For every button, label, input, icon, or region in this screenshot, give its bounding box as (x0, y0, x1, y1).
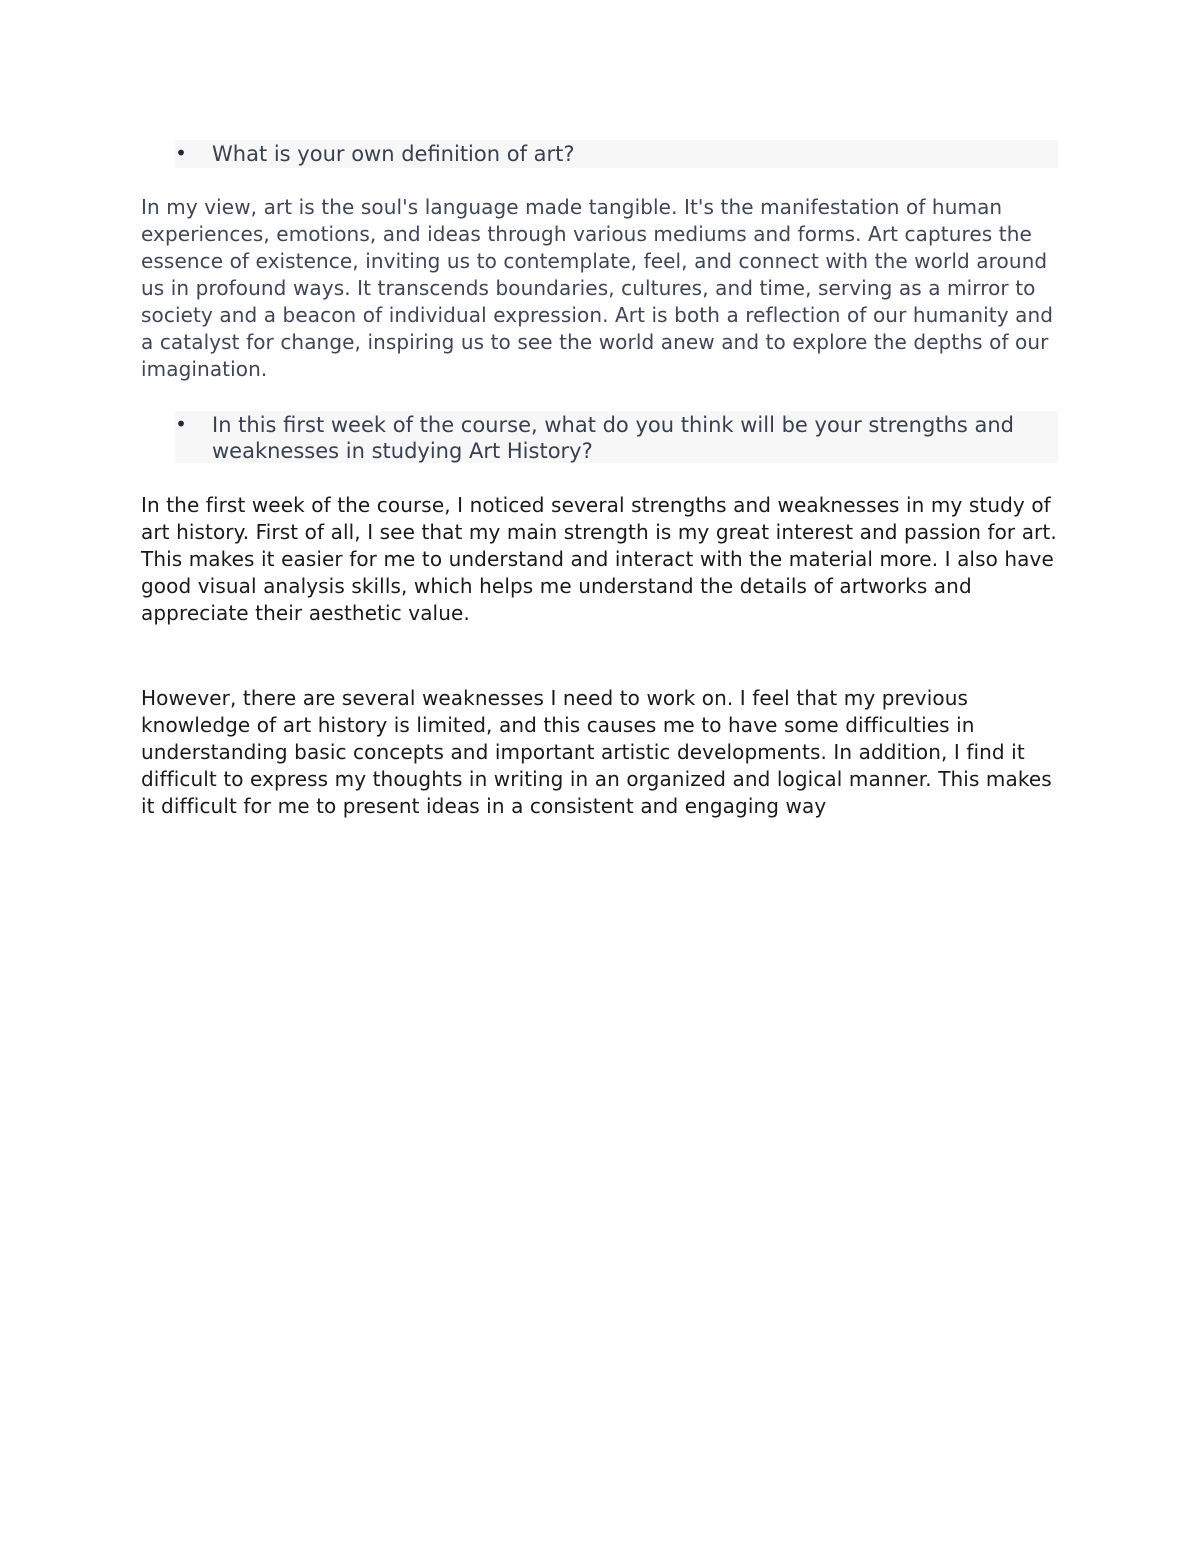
question-text: In this first week of the course, what do you think will be your strengths and weaknesses in studying Art History? (212, 413, 1014, 463)
answer-weaknesses-paragraph: However, there are several weaknesses I need to work on. I feel that my previous knowledge of art history is limited, and this causes me to have some difficulties in understanding basic concepts and important artistic developments. In addition, I find it difficult to express my thoughts in writing in an organized and logical manner. This makes it difficult for me to present ideas in a consistent and engaging way (141, 686, 1052, 818)
bullet-icon: • (175, 412, 187, 436)
bullet-icon: • (175, 141, 187, 165)
question-strengths-weaknesses (175, 411, 1058, 463)
question-text: What is your own definition of art? (212, 142, 575, 166)
answer-definition-paragraph: In my view, art is the soul's language made tangible. It's the manifestation of human experiences, emotions, and ideas through various mediums and forms. Art captures the essence of existence, inviting us to contemplate, feel, and connect with the world around us in profound ways. It transcends boundaries, cultures, and time, serving as a mirror to society and a beacon of individual expression. Art is both a reflection of our humanity and a catalyst for change, inspiring us to see the world anew and to explore the depths of our imagination. (141, 195, 1054, 381)
answer-strengths-paragraph: In the first week of the course, I noticed several strengths and weaknesses in my study of art history. First of all, I see that my main strength is my great interest and passion for art. This makes it easier for me to understand and interact with the material more. I also have good visual analysis skills, which helps me understand the details of artworks and appreciate their aesthetic value. (141, 493, 1057, 625)
question-definition-of-art (175, 140, 1058, 168)
